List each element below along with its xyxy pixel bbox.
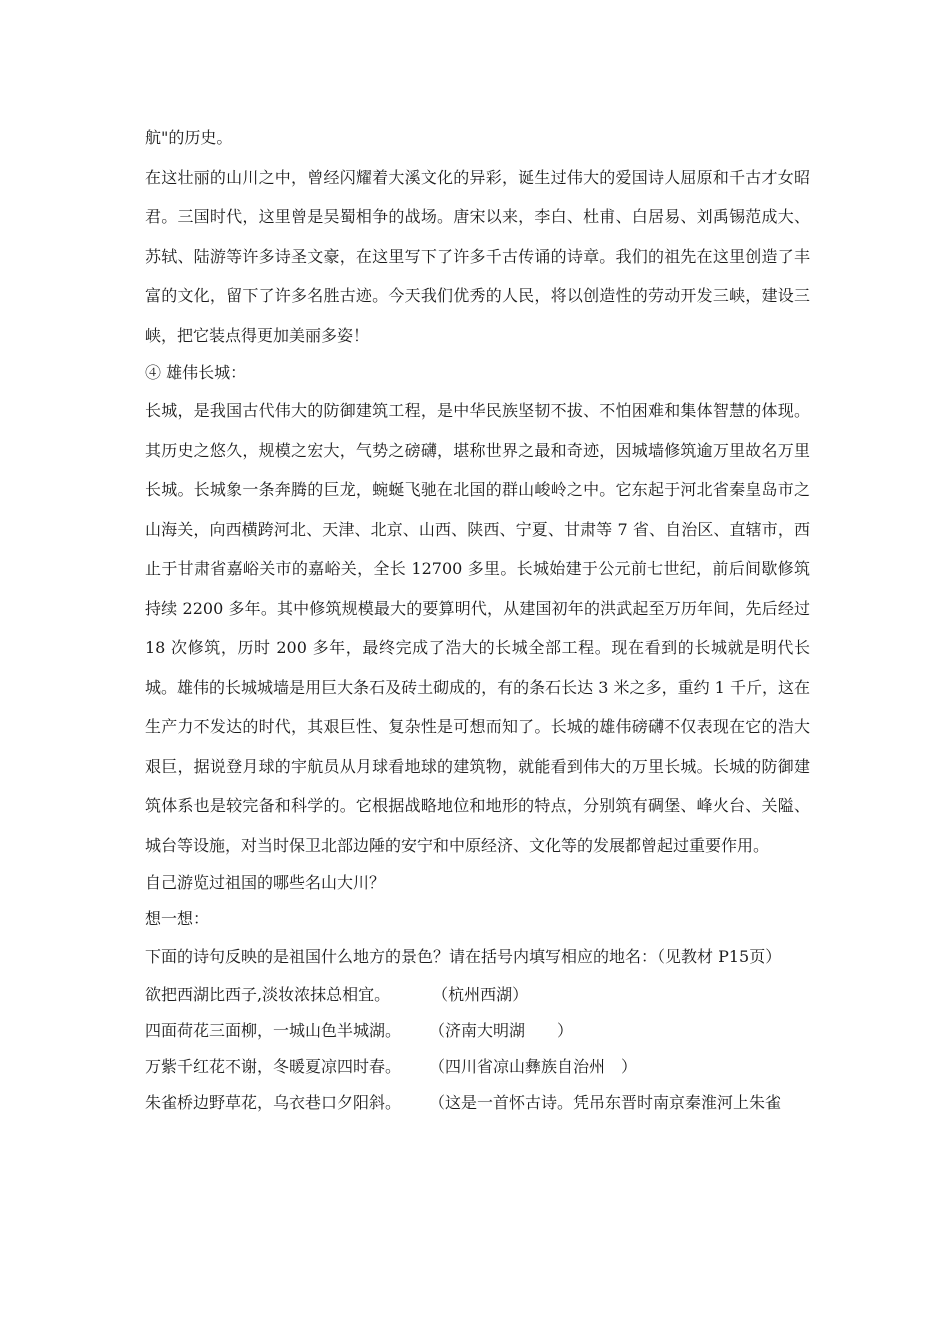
section-heading-great-wall: ④ 雄伟长城： <box>145 363 247 382</box>
question-line: 自己游览过祖国的哪些名山大川？ <box>145 873 386 892</box>
text-body <box>145 118 810 1121</box>
instruction-paragraph: 下面的诗句反映的是祖国什么地方的景色？请在括号内填写相应的地名：（见教材 P15页） <box>145 947 782 966</box>
poem-verse: 四面荷花三面柳，一城山色半城湖。 <box>145 1020 402 1040</box>
poem-answer: （这是一首怀古诗。凭吊东晋时南京秦淮河上朱雀 <box>429 1092 782 1112</box>
poem-line <box>145 1013 810 1049</box>
poem-verse: 欲把西湖比西子,淡妆浓抹总相宜。 <box>145 984 391 1004</box>
line-continuation: 航"的历史。 <box>145 128 233 147</box>
poem-list <box>145 977 810 1121</box>
poem-verse: 朱雀桥边野草花，乌衣巷口夕阳斜。 <box>145 1092 402 1112</box>
poem-answer: （四川省凉山彝族自治州 ） <box>429 1056 638 1076</box>
think-label: 想一想： <box>145 909 210 928</box>
three-gorges-paragraph: 在这壮丽的山川之中，曾经闪耀着大溪文化的异彩，诞生过伟大的爱国诗人屈原和千古才女昭君。三国时代，这里曾是吴蜀相争的战场。唐宋以来，李白、杜甫、白居易、刘禹锡范成大、苏轼、陆游等许多诗圣文豪，在这里写下了许多千古传诵的诗章。我们的祖先在这里创造了丰富的文化，留下了许多名胜古迹。今天我们优秀的人民，将以创造性的劳动开发三峡，建设三峡，把它装点得更加美丽多姿！ <box>145 167 810 345</box>
poem-answer: （杭州西湖） <box>432 984 529 1004</box>
poem-line <box>145 1085 810 1121</box>
poem-line <box>145 1049 810 1085</box>
poem-verse: 万紫千红花不谢，冬暖夏凉四时春。 <box>145 1056 402 1076</box>
poem-answer: （济南大明湖 ） <box>429 1020 574 1040</box>
poem-line <box>145 977 810 1013</box>
great-wall-paragraph: 长城，是我国古代伟大的防御建筑工程，是中华民族坚韧不拔、不怕困难和集体智慧的体现。其历史之悠久，规模之宏大，气势之磅礴，堪称世界之最和奇迹，因城墙修筑逾万里故名万里长城。长城象一条奔腾的巨龙，蜿蜒飞驰在北国的群山峻岭之中。它东起于河北省秦皇岛市之山海关，向西横跨河北、天津、北京、山西、陕西、宁夏、甘肃等 7 省、自治区、直辖市，西止于甘肃省嘉峪关市的嘉峪关，全长 12700 多里。长城始建于公元前七世纪，前后间歇修筑持续 2200 多年。其中修筑规模最大的要算明代，从建国初年的洪武起至万历年间，先后经过 18 次修筑，历时 200 多年，最终完成了浩大的长城全部工程。现在看到的长城就是明代长城。雄伟的长城城墙是用巨大条石及砖土砌成的，有的条石长达 3 米之多，重约 1 千斤，这在生产力不发达的时代，其艰巨性、复杂性是可想而知了。长城的雄伟磅礴不仅表现在它的浩大艰巨，据说登月球的宇航员从月球看地球的建筑物，就能看到伟大的万里长城。长城的防御建筑体系也是较完备和科学的。它根据战略地位和地形的特点，分别筑有碉堡、峰火台、关隘、城台等设施，对当时保卫北部边陲的安宁和中原经济、文化等的发展都曾起过重要作用。 <box>145 401 810 855</box>
